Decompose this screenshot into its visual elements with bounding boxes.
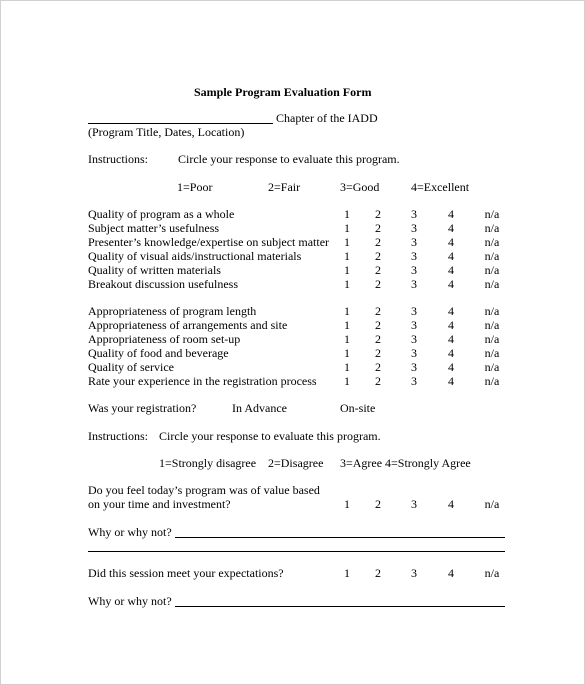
rating-option[interactable]: n/a <box>484 249 500 263</box>
rating-option[interactable]: n/a <box>484 332 500 346</box>
registration-on-site[interactable]: On-site <box>340 401 376 415</box>
rating-option[interactable]: n/a <box>484 277 500 291</box>
rating-option[interactable]: 3 <box>411 360 417 374</box>
rating-option[interactable]: 1 <box>344 277 350 291</box>
rating-option[interactable]: 2 <box>375 374 381 388</box>
program-hint: (Program Title, Dates, Location) <box>88 125 245 139</box>
instructions-text: Circle your response to evaluate this program. <box>178 152 400 166</box>
rating-option[interactable]: 2 <box>375 235 381 249</box>
rating-option[interactable]: n/a <box>484 360 500 374</box>
rating-option[interactable]: 1 <box>344 332 350 346</box>
rating-option[interactable]: 1 <box>344 207 350 221</box>
rating-option[interactable]: 4 <box>448 318 454 332</box>
rating-option[interactable]: 4 <box>448 360 454 374</box>
rating-option[interactable]: 3 <box>411 221 417 235</box>
rating-option[interactable]: 3 <box>411 497 417 511</box>
scale-strongly-agree: 4=Strongly Agree <box>385 456 471 470</box>
rating-option[interactable]: n/a <box>484 263 500 277</box>
scale-good: 3=Good <box>340 180 380 194</box>
rating-option[interactable]: 4 <box>448 249 454 263</box>
rating-item-label: Subject matter’s usefulness <box>88 221 220 235</box>
rating-option[interactable]: 2 <box>375 497 381 511</box>
rating-item-label: Breakout discussion usefulness <box>88 277 238 291</box>
rating-option[interactable]: 3 <box>411 332 417 346</box>
rating-option[interactable]: 1 <box>344 249 350 263</box>
rating-option[interactable]: n/a <box>484 318 500 332</box>
instructions2-label: Instructions: <box>88 429 148 443</box>
rating-option[interactable]: 1 <box>344 566 350 580</box>
why-answer-line-2[interactable] <box>175 606 505 607</box>
rating-option[interactable]: n/a <box>484 497 500 511</box>
rating-option[interactable]: 4 <box>448 235 454 249</box>
rating-option[interactable]: 2 <box>375 207 381 221</box>
rating-item-label: Quality of program as a whole <box>88 207 235 221</box>
rating-option[interactable]: 3 <box>411 235 417 249</box>
rating-option[interactable]: 3 <box>411 277 417 291</box>
rating-option[interactable]: n/a <box>484 235 500 249</box>
rating-option[interactable]: 2 <box>375 304 381 318</box>
rating-item-label: Quality of food and beverage <box>88 346 229 360</box>
scale-fair: 2=Fair <box>268 180 301 194</box>
rating-option[interactable]: n/a <box>484 207 500 221</box>
rating-option[interactable]: 3 <box>411 566 417 580</box>
rating-option[interactable]: 2 <box>375 360 381 374</box>
rating-option[interactable]: 3 <box>411 318 417 332</box>
rating-option[interactable]: n/a <box>484 566 500 580</box>
rating-option[interactable]: 1 <box>344 304 350 318</box>
scale-agree: 3=Agree <box>340 456 383 470</box>
rating-option[interactable]: 3 <box>411 207 417 221</box>
why-answer-line-1b[interactable] <box>88 551 505 552</box>
rating-option[interactable]: 4 <box>448 497 454 511</box>
rating-option[interactable]: 2 <box>375 318 381 332</box>
instructions2-text: Circle your response to evaluate this program. <box>159 429 381 443</box>
rating-option[interactable]: 4 <box>448 332 454 346</box>
rating-item-label: Appropriateness of room set-up <box>88 332 241 346</box>
rating-option[interactable]: 3 <box>411 263 417 277</box>
rating-option[interactable]: 4 <box>448 263 454 277</box>
rating-option[interactable]: 1 <box>344 221 350 235</box>
why-label-2: Why or why not? <box>88 594 172 608</box>
chapter-label: Chapter of the IADD <box>276 111 378 125</box>
rating-option[interactable]: 2 <box>375 249 381 263</box>
question-value-line2: on your time and investment? <box>88 497 231 511</box>
registration-in-advance[interactable]: In Advance <box>232 401 287 415</box>
form-title: Sample Program Evaluation Form <box>194 85 372 99</box>
rating-item-label: Quality of service <box>88 360 174 374</box>
rating-option[interactable]: 2 <box>375 221 381 235</box>
rating-item-label: Appropriateness of arrangements and site <box>88 318 288 332</box>
rating-option[interactable]: 1 <box>344 360 350 374</box>
rating-option[interactable]: 2 <box>375 346 381 360</box>
rating-option[interactable]: 2 <box>375 332 381 346</box>
scale-disagree: 2=Disagree <box>268 456 324 470</box>
rating-option[interactable]: 3 <box>411 374 417 388</box>
rating-option[interactable]: 1 <box>344 346 350 360</box>
registration-question: Was your registration? <box>88 401 197 415</box>
rating-option[interactable]: 1 <box>344 374 350 388</box>
rating-item-label: Presenter’s knowledge/expertise on subject matter <box>88 235 330 249</box>
question-expectations: Did this session meet your expectations? <box>88 566 284 580</box>
rating-option[interactable]: 4 <box>448 304 454 318</box>
rating-option[interactable]: 4 <box>448 566 454 580</box>
rating-option[interactable]: 1 <box>344 235 350 249</box>
rating-option[interactable]: 2 <box>375 566 381 580</box>
rating-option[interactable]: 3 <box>411 346 417 360</box>
rating-option[interactable]: 1 <box>344 497 350 511</box>
scale-strongly-disagree: 1=Strongly disagree <box>159 456 257 470</box>
rating-option[interactable]: n/a <box>484 346 500 360</box>
rating-item-label: Quality of written materials <box>88 263 221 277</box>
rating-option[interactable]: n/a <box>484 221 500 235</box>
rating-option[interactable]: n/a <box>484 374 500 388</box>
program-title-blank[interactable] <box>88 123 273 124</box>
scale-excellent: 4=Excellent <box>411 180 470 194</box>
rating-option[interactable]: 4 <box>448 374 454 388</box>
rating-option[interactable]: 4 <box>448 221 454 235</box>
why-answer-line-1a[interactable] <box>175 537 505 538</box>
rating-option[interactable]: 1 <box>344 263 350 277</box>
rating-option[interactable]: 2 <box>375 263 381 277</box>
rating-option[interactable]: 4 <box>448 277 454 291</box>
rating-option[interactable]: n/a <box>484 304 500 318</box>
rating-item-label: Rate your experience in the registration process <box>88 374 317 388</box>
scale-poor: 1=Poor <box>177 180 213 194</box>
rating-option[interactable]: 2 <box>375 277 381 291</box>
rating-item-label: Quality of visual aids/instructional materials <box>88 249 302 263</box>
question-value-line1: Do you feel today’s program was of value based <box>88 483 320 497</box>
rating-item-label: Appropriateness of program length <box>88 304 257 318</box>
rating-option[interactable]: 3 <box>411 304 417 318</box>
rating-option[interactable]: 4 <box>448 207 454 221</box>
why-label-1: Why or why not? <box>88 525 172 539</box>
rating-option[interactable]: 4 <box>448 346 454 360</box>
instructions-label: Instructions: <box>88 152 148 166</box>
rating-option[interactable]: 3 <box>411 249 417 263</box>
rating-option[interactable]: 1 <box>344 318 350 332</box>
